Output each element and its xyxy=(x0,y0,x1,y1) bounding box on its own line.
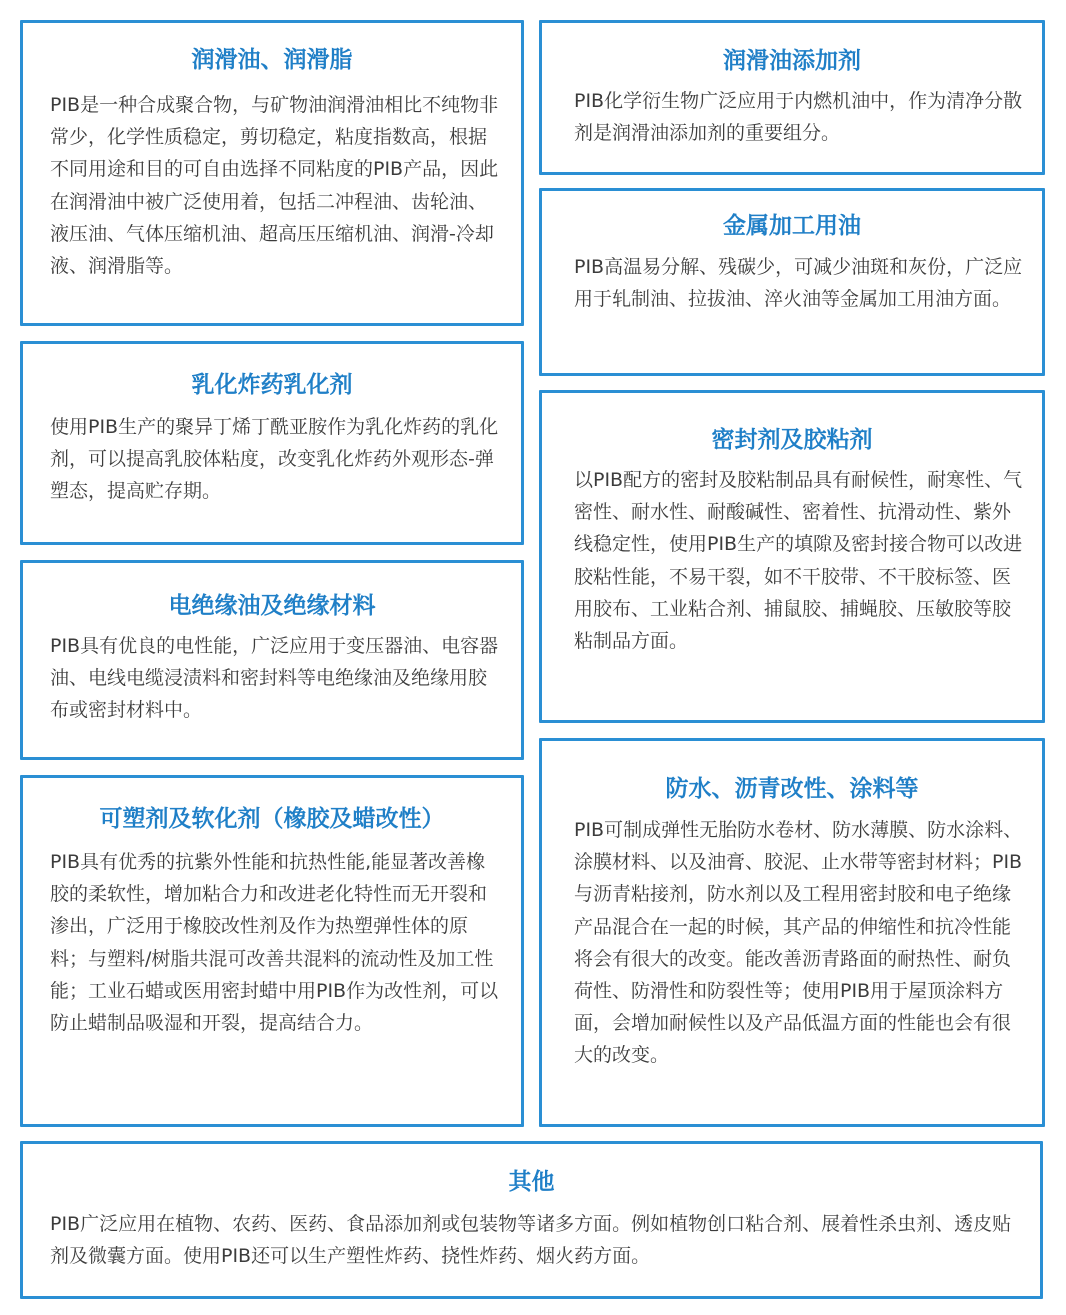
card-body: 以PIB配方的密封及胶粘制品具有耐候性，耐寒性、气密性、耐水性、耐酸碱性、密着性、抗滑动性、紫外线稳定性，使用PIB生产的填隙及密封接合物可以改进胶粘性能，不易干裂，如不干胶带、不干胶标签、医用胶布、工业粘合剂、捕鼠胶、捕蝇胶、压敏胶等胶粘制品方面。 xyxy=(574,469,1023,653)
card-title: 电绝缘油及绝缘材料 xyxy=(168,593,376,619)
card-body: PIB化学衍生物广泛应用于内燃机油中，作为清净分散剂是润滑油添加剂的重要组分。 xyxy=(574,90,1023,145)
card-plasticizer xyxy=(20,775,524,1127)
card-body: PIB是一种合成聚合物，与矿物油润滑油相比不纯物非常少，化学性质稳定，剪切稳定，粘度指数高，根据不同用途和目的可自由选择不同粘度的PIB产品，因此在润滑油中被广泛使用着，包括二冲程油、齿轮油、液压油、气体压缩机油、超高压压缩机油、润滑-冷却液、润滑脂等。 xyxy=(50,94,499,278)
card-body: PIB可制成弹性无胎防水卷材、防水薄膜、防水涂料、涂膜材料、以及油膏、胶泥、止水带等密封材料；PIB与沥青粘接剂，防水剂以及工程用密封胶和电子绝缘产品混合在一起的时候，其产品的伸缩性和抗冷性能将会有很大的改变。能改善沥青路面的耐热性、耐负荷性、防滑性和防裂性等；使用PIB用于屋顶涂料方面，会增加耐候性以及产品低温方面的性能也会有很大的改变。 xyxy=(574,819,1023,1067)
card-title: 可塑剂及软化剂（橡胶及蜡改性） xyxy=(99,806,445,832)
card-title: 润滑油添加剂 xyxy=(723,48,861,74)
card-title: 防水、沥青改性、涂料等 xyxy=(665,776,919,802)
card-metalworking-oil xyxy=(539,188,1045,376)
card-emulsion-explosive xyxy=(20,341,524,545)
card-title: 乳化炸药乳化剂 xyxy=(191,372,353,398)
card-oil-additive xyxy=(539,20,1045,175)
card-electrical-insulation xyxy=(20,560,524,760)
card-sealant-adhesive xyxy=(539,390,1045,723)
card-body: PIB广泛应用在植物、农药、医药、食品添加剂或包装物等诸多方面。例如植物创口粘合剂、展着性杀虫剂、透皮贴剂及微囊方面。使用PIB还可以生产塑性炸药、挠性炸药、烟火药方面。 xyxy=(50,1213,1012,1268)
card-body: PIB高温易分解、残碳少，可减少油斑和灰份，广泛应用于轧制油、拉拔油、淬火油等金属加工用油方面。 xyxy=(574,256,1023,311)
card-title: 其他 xyxy=(508,1169,555,1195)
card-body: 使用PIB生产的聚异丁烯丁酰亚胺作为乳化炸药的乳化剂，可以提高乳胶体粘度，改变乳化炸药外观形态-弹塑态，提高贮存期。 xyxy=(50,416,499,503)
card-lubricating-oil xyxy=(20,20,524,326)
card-title: 润滑油、润滑脂 xyxy=(191,47,353,73)
card-body: PIB具有优秀的抗紫外性能和抗热性能,能显著改善橡胶的柔软性，增加粘合力和改进老化特性而无开裂和渗出，广泛用于橡胶改性剂及作为热塑弹性体的原料；与塑料/树脂共混可改善共混料的流动性及加工性能；工业石蜡或医用密封蜡中用PIB作为改性剂，可以防止蜡制品吸湿和开裂，提高结合力。 xyxy=(50,851,499,1035)
card-other xyxy=(20,1141,1043,1299)
card-body: PIB具有优良的电性能，广泛应用于变压器油、电容器油、电线电缆浸渍料和密封料等电绝缘油及绝缘用胶布或密封材料中。 xyxy=(50,635,499,722)
card-title: 金属加工用油 xyxy=(723,213,861,239)
card-title: 密封剂及胶粘剂 xyxy=(711,427,873,453)
card-waterproofing xyxy=(539,738,1045,1127)
